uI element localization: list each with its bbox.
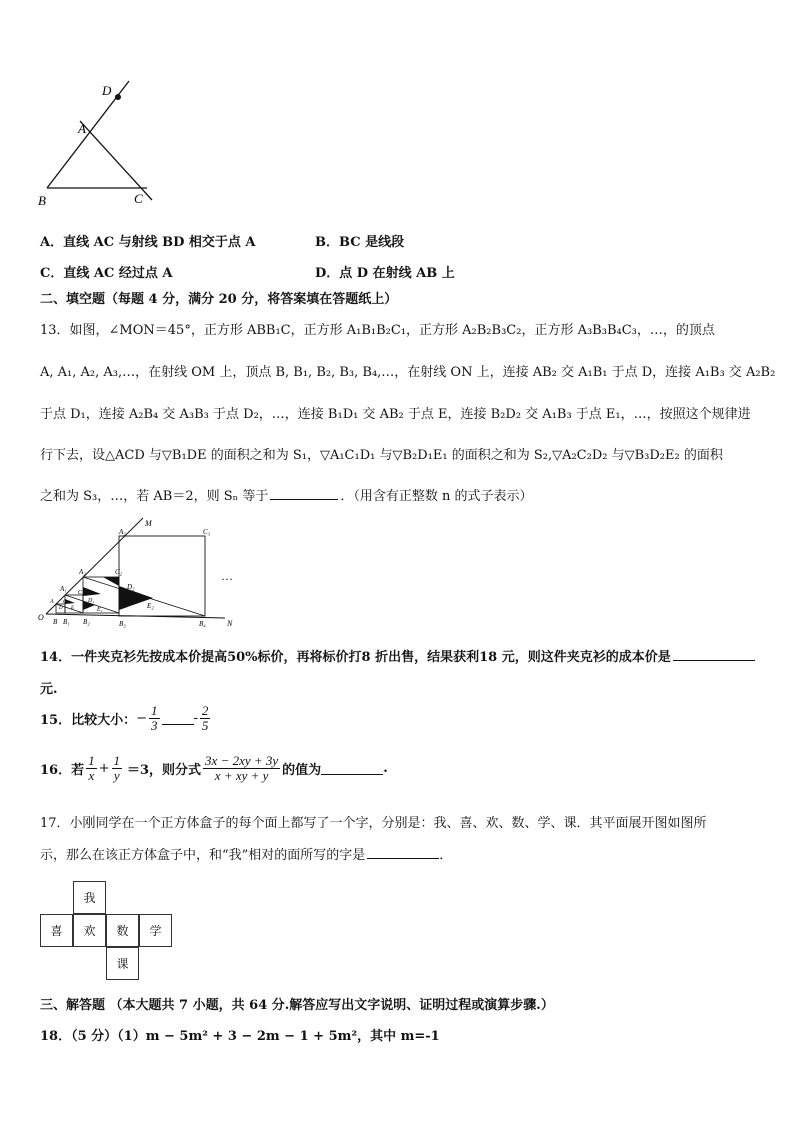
q17-line1: 17．小刚同学在一个正方体盒子的每个面上都写了一个字，分别是：我、喜、欢、数、学、课．其平面展开图如图所 [40,816,707,831]
q16-b-den: y [113,768,120,783]
q14-answer-blank [673,648,755,661]
q16-eq: ＝3，则分式 [127,763,202,778]
lbl-b3: B₃ [119,620,126,628]
q16-suffix: 的值为 [282,763,322,778]
lbl-c2: C₂ [115,568,123,576]
lbl-d: D [59,606,63,611]
q15 [40,704,212,733]
q14-text: 14．一件夹克衫先按成本价提高50%标价，再将标价打8 折出售，结果获利18 元，则这件夹克衫的成本价是 [40,650,671,665]
squares-figure [35,514,250,634]
q17-answer-blank [367,846,439,859]
net-face-xue: 学 [139,914,172,947]
q13-line5-b: ．（用含有正整数 n 的式子表示） [340,489,533,504]
q13-answer-blank [270,487,338,500]
q13-line3: 于点 D₁，连接 A₂B₄ 交 A₃B₃ 于点 D₂，…，连接 B₁D₁ 交 AB₂ 于点 E，连接 B₂D₂ 交 A₁B₃ 于点 E₁，…，按照这个规律进 [40,407,751,422]
q15-prefix: 15．比较大小： [40,713,137,728]
q14-line1 [40,646,755,665]
q16-answer-blank [321,762,383,775]
q16-plus: + [98,761,110,776]
q17-text: 示，那么在该正方体盒子中，和“我”相对的面所写的字是 [40,848,366,863]
label-c: C [134,191,143,206]
lbl-c3: C₃ [203,528,211,536]
q15-f2-den: 5 [201,718,209,733]
lbl-c: C [63,600,67,605]
lbl-c1: C₁ [78,590,85,596]
lbl-b1: B₁ [63,618,70,626]
q16-a-den: x [88,768,95,783]
shaded-2 [83,587,101,596]
q18: 18．（5 分）（1）m − 5m² + 3 − 2m − 1 + 5m²，其中 m=-1 [40,1029,440,1044]
lbl-b4: B₄ [199,620,206,628]
q15-f1-sign: − [136,711,147,726]
option-b: B．BC 是线段 [315,235,405,250]
net-face-ke: 课 [106,947,139,980]
q16-c-den: x + xy + y [214,768,269,783]
q13-line5 [40,485,533,504]
q15-answer-blank [162,712,194,725]
q15-frac1 [149,704,160,733]
lbl-b2: B₂ [83,618,90,626]
q16-frac-c [203,754,280,783]
lbl-a1: A₁ [60,585,67,593]
option-d: D．点 D 在射线 AB 上 [315,266,455,281]
q15-f1-num: 1 [151,703,158,718]
label-d: D [102,83,112,98]
lbl-dots: … [221,569,233,583]
lbl-a: A [50,599,54,605]
q16-c-num: 3x − 2xy + 3y [205,753,279,768]
q15-f2-num: 2 [201,703,209,718]
net-face-shu: 数 [106,914,139,947]
q16-end: . [383,761,388,776]
lbl-m: M [145,519,152,528]
q13-line2: A, A₁, A₂, A₃,…，在射线 OM 上，顶点 B, B₁, B₂, B₃, B₄,…，在射线 ON 上，连接 AB₂ 交 A₁B₁ 于点 D，连接 A₁B₃ 交 A₂B₂ [40,365,776,380]
point-d [115,94,121,100]
shaded-1 [65,599,75,604]
q16-b-num: 1 [113,753,120,768]
q16-a-num: 1 [88,753,95,768]
lbl-e1: E₁ [97,607,103,613]
q17-end: ． [439,848,453,863]
q16-prefix: 16．若 [40,763,85,778]
lbl-a2: A₂ [79,568,86,576]
lbl-e2: E₂ [147,602,154,610]
q15-f2-sign: - [193,711,198,726]
lbl-d2: D₂ [127,583,135,591]
q16-frac-a [86,754,97,783]
lbl-b: B [53,618,58,626]
net-face-wo: 我 [73,881,106,914]
section2-title: 二、填空题（每题 4 分，满分 20 分，将答案填在答题纸上） [40,292,398,307]
lbl-d1: D₁ [88,598,95,604]
shaded-4 [103,577,119,586]
q13-line1: 13．如图，∠MON＝45°，正方形 ABB₁C，正方形 A₁B₁B₂C₁，正方形 A₂B₂B₃C₂，正方形 A₃B₃B₄C₃，…，的顶点 [40,323,715,338]
section3-title: 三、解答题 （本大题共 7 小题，共 64 分.解答应写出文字说明、证明过程或演算步骤.） [40,998,554,1013]
label-a: A [78,121,86,136]
triangle-figure [30,75,160,210]
q15-frac2 [200,704,211,733]
q13-line4: 行下去，设△ACD 与▽B₁DE 的面积之和为 S₁，▽A₁C₁D₁ 与▽B₂D₁E₁ 的面积之和为 S₂,▽A₂C₂D₂ 与▽B₃D₂E₂ 的面积 [40,448,723,463]
lbl-n: N [227,619,233,628]
lbl-e: E [71,606,75,611]
option-a: A．直线 AC 与射线 BD 相交于点 A [40,235,256,250]
net-face-huan: 欢 [73,914,106,947]
q16 [40,754,388,783]
q16-frac-b [112,754,123,783]
lbl-a3: A₃ [119,528,126,536]
q13-line5-a: 之和为 S₃，…，若 AB＝2，则 Sₙ 等于 [40,489,269,504]
q17-line2 [40,844,452,863]
q15-f1-den: 3 [151,718,158,733]
q14-line2: 元. [40,682,58,697]
net-face-xi: 喜 [40,914,73,947]
cube-net [40,881,172,980]
option-c: C．直线 AC 经过点 A [40,266,173,281]
label-b: B [38,193,46,208]
lbl-o: O [38,613,44,622]
